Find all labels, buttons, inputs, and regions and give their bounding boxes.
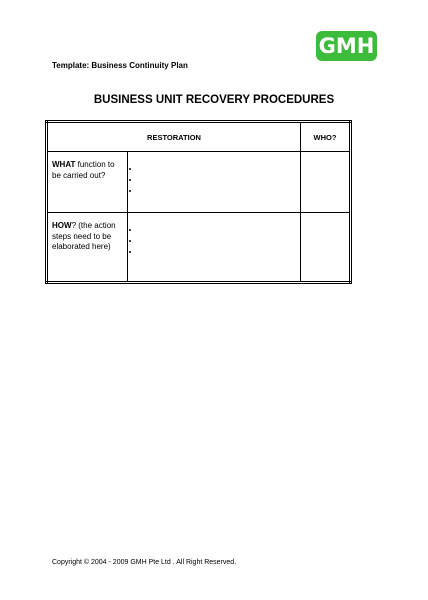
bullet-item (139, 223, 300, 234)
what-who-cell (301, 152, 351, 213)
how-label-text: ? (the action steps need to be elaborated here) (52, 221, 116, 251)
how-bullets-cell (128, 213, 301, 283)
recovery-procedures-table (45, 120, 352, 284)
restoration-header: RESTORATION (47, 122, 301, 152)
how-who-cell (301, 213, 351, 283)
copyright-footer: Copyright © 2004 - 2009 GMH Pte Ltd . All Right Reserved. (52, 559, 237, 566)
bullet-item (139, 245, 300, 256)
bullet-list (130, 162, 300, 195)
how-row-label (47, 213, 128, 283)
bullet-item (139, 184, 300, 195)
who-header: WHO? (301, 122, 351, 152)
bullet-item (139, 173, 300, 184)
table-row (47, 213, 351, 283)
template-label: Template: Business Continuity Plan (52, 61, 188, 70)
table-header-row (47, 122, 351, 152)
bullet-list (130, 223, 300, 256)
what-label-text: function to be carried out? (52, 160, 115, 180)
table-row (47, 152, 351, 213)
page-title: BUSINESS UNIT RECOVERY PROCEDURES (93, 94, 335, 106)
gmh-logo: GMH (316, 31, 377, 61)
bullet-item (139, 234, 300, 245)
what-row-label (47, 152, 128, 213)
what-bullets-cell (128, 152, 301, 213)
what-label-bold: WHAT (52, 160, 76, 169)
bullet-item (139, 162, 300, 173)
how-label-bold: HOW (52, 221, 72, 230)
